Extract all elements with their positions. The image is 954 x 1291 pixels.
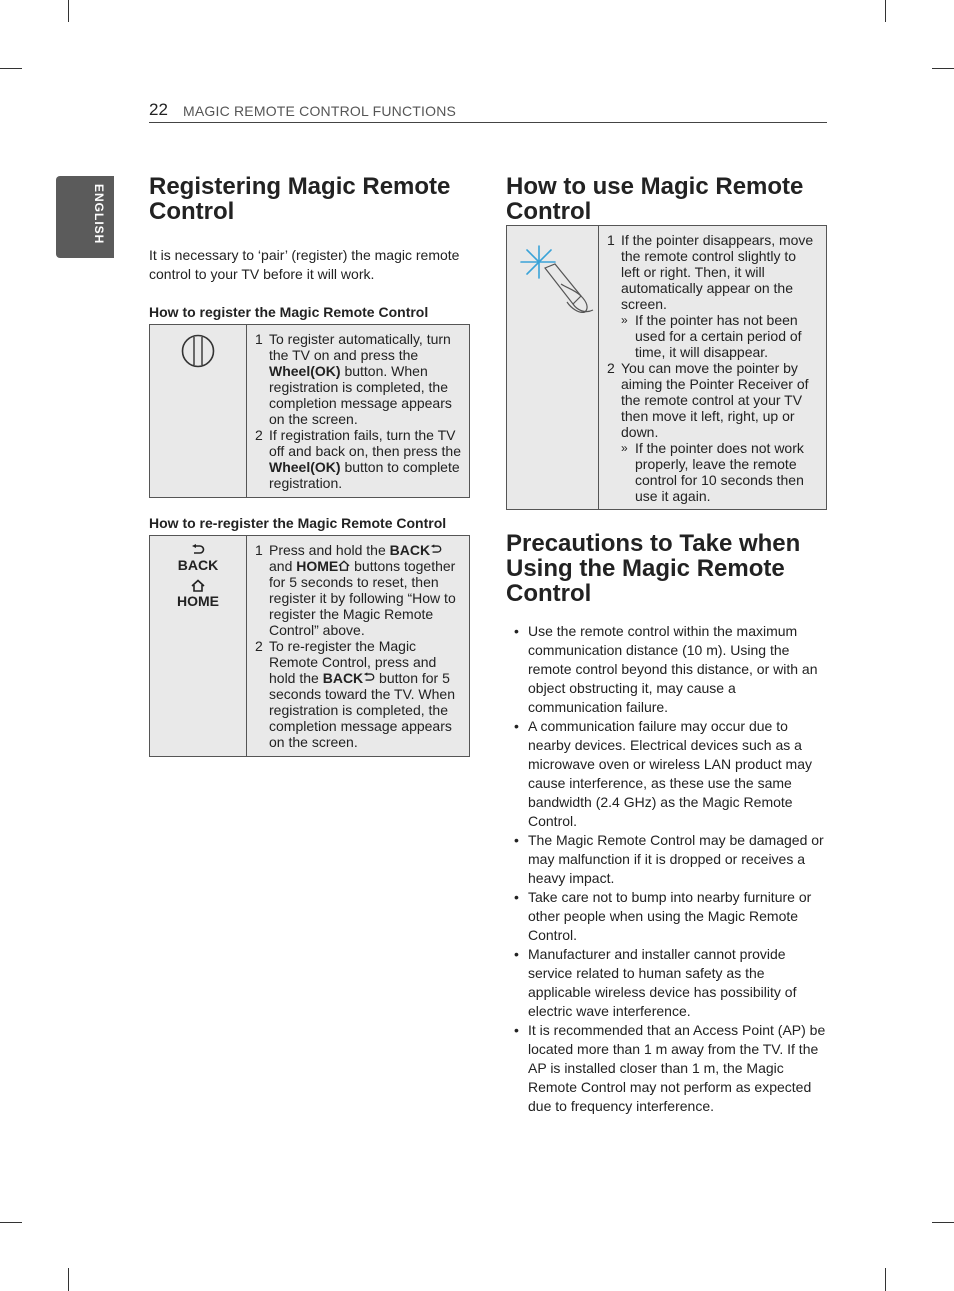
howto-step-1: 1 If the pointer disappears, move the remote control slightly to left or right. Then, it will automatically appear on the screen. » If the pointer has not been used for a certain period of time, it will disappear. (607, 232, 818, 360)
register-steps (247, 325, 469, 497)
language-tab (56, 176, 114, 258)
home-label: HOME (177, 593, 219, 609)
crop-mark (68, 1268, 69, 1291)
precautions-title: Precautions to Take when Using the Magic Remote Control (506, 530, 801, 607)
register-box (149, 324, 470, 498)
howto-steps (599, 226, 826, 509)
crop-mark (68, 0, 69, 22)
register-title: Registering Magic Remote Control (149, 173, 451, 225)
howto-box (506, 225, 827, 510)
list-item: • Use the remote control within the maximum communication distance (10 m). Using the remote control beyond this distance, or with an object obstructing it, may cause a communication failure. (506, 622, 826, 717)
section-title: MAGIC REMOTE CONTROL FUNCTIONS (183, 103, 457, 119)
reregister-steps (247, 536, 469, 756)
home-icon (338, 560, 350, 571)
list-item: • A communication failure may occur due to nearby devices. Electrical devices such as a microwave oven or wireless LAN product may cause interference, as these use the same bandwidth (2.4 GHz) as the Magic Remote Control. (506, 717, 826, 831)
remote-pointer-icon (515, 240, 595, 320)
register-intro: It is necessary to ‘pair’ (register) the magic remote control to your TV before it will work. (149, 247, 460, 282)
list-item: • Manufacturer and installer cannot provide service related to human safety as the applicable wireless device has possibility of electric wave interference. (506, 945, 826, 1021)
register-subheading: How to register the Magic Remote Control (149, 304, 429, 320)
list-item: • It is recommended that an Access Point (AP) be located more than 1 m away from the TV. If the AP is installed closer than 1 m, the Magic Remote Control may not perform as expected due to frequency interference. (506, 1021, 826, 1116)
crop-mark (932, 68, 954, 69)
reregister-subheading: How to re-register the Magic Remote Control (149, 515, 447, 531)
register-step-1: 1 To register automatically, turn the TV on and press the Wheel(OK) button. When registration is completed, the completion message appears on the screen. (255, 331, 452, 427)
crop-mark (0, 68, 22, 69)
list-item: • The Magic Remote Control may be damaged or may malfunction if it is dropped or receives a heavy impact. (506, 831, 826, 888)
list-item: • Take care not to bump into nearby furniture or other people when using the Magic Remote Control. (506, 888, 826, 945)
howto-step-2-note: » If the pointer does not work properly, leave the remote control for 10 seconds then use it again. (621, 440, 804, 504)
register-step-2: 2 If registration fails, turn the TV off and back on, then press the Wheel(OK) button to complete registration. (255, 427, 461, 491)
crop-mark (885, 0, 886, 22)
howto-title: How to use Magic Remote Control (506, 173, 804, 225)
back-icon (363, 672, 375, 683)
reregister-box (149, 535, 470, 757)
reregister-step-1: 1 Press and hold the BACK and HOME buttons together for 5 seconds to reset, then register it by following “How to register the Magic Remote Control” above. (255, 542, 456, 638)
register-icon-cell (150, 325, 247, 497)
back-icon (191, 544, 205, 556)
crop-mark (932, 1222, 954, 1223)
back-icon (430, 544, 442, 555)
page-header (149, 100, 827, 123)
howto-step-2: 2 You can move the pointer by aiming the Pointer Receiver of the remote control at your TV then move it left, right, up or down. » If the pointer does not work properly, leave the remote control for 10 seconds then use it again. (607, 360, 818, 504)
wheel-icon (180, 333, 216, 369)
reregister-step-2: 2 To re-register the Magic Remote Control, press and hold the BACK button for 5 seconds toward the TV. When registration is completed, the completion message appears on the screen. (255, 638, 455, 750)
howto-step-1-note: » If the pointer has not been used for a certain period of time, it will disappear. (621, 312, 802, 360)
precautions-list (506, 622, 826, 1116)
home-icon (191, 579, 205, 592)
howto-icon-cell (507, 226, 599, 509)
reregister-icon-cell (150, 536, 247, 756)
language-tab-label: ENGLISH (92, 184, 106, 245)
back-label: BACK (177, 557, 219, 573)
page-number: 22 (149, 100, 168, 119)
crop-mark (0, 1222, 22, 1223)
crop-mark (885, 1268, 886, 1291)
